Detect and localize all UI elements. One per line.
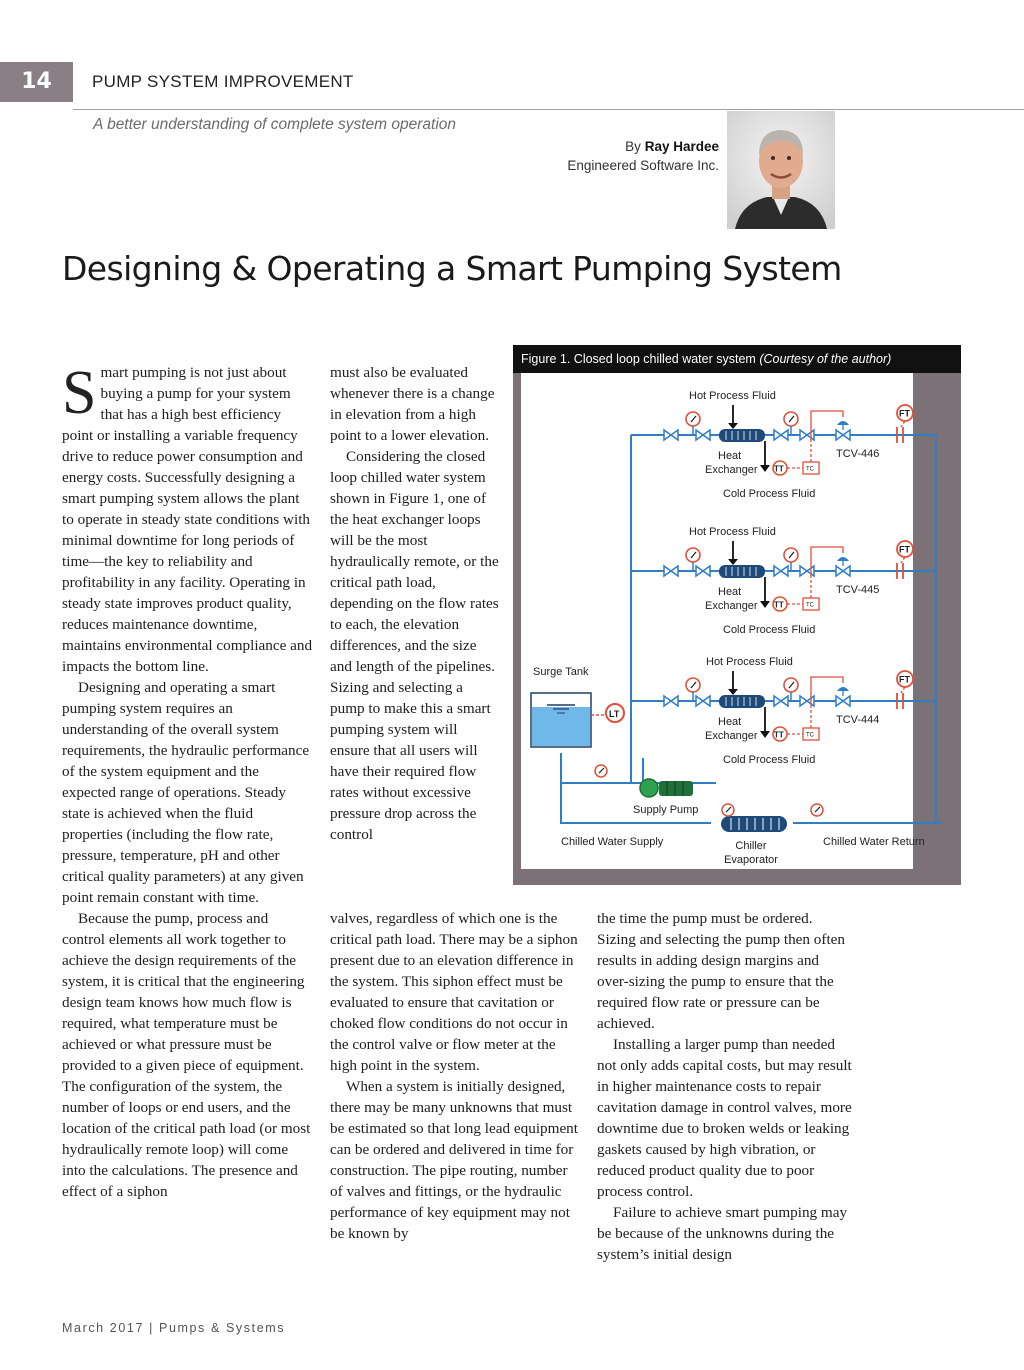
figure-caption xyxy=(513,345,961,373)
arrow-head xyxy=(728,689,738,695)
hot-process-fluid-label: Hot Process Fluid xyxy=(689,526,776,538)
arrow-head xyxy=(760,601,770,608)
control-valve xyxy=(836,566,850,576)
chiller-label: Chiller xyxy=(735,840,767,852)
paragraph: When a system is initially designed, there may be many unknowns that must be estimated so that long lead equipment can be ordered and delivered in time for construction. The pipe routing, number of valves and fittings, or the hydraulic performance of key equipment may not be known by xyxy=(330,1078,578,1242)
arrow-head xyxy=(728,423,738,429)
isolation-valve xyxy=(774,430,788,440)
author-photo xyxy=(727,111,835,229)
cold-process-fluid-label: Cold Process Fluid xyxy=(723,624,816,636)
hot-process-fluid-label: Hot Process Fluid xyxy=(689,390,776,402)
isolation-valve xyxy=(774,566,788,576)
figure-caption-main: Figure 1. Closed loop chilled water system xyxy=(521,352,756,366)
byline-prefix: By xyxy=(625,139,641,154)
paragraph: valves, regardless of which one is the critical path load. There may be a siphon present due to an elevation difference in the system. This siphon effect must be evaluated to ensure that cavitation or choked flow conditions do not occur in the control valve or flow meter at the high point in the system. xyxy=(330,910,578,1074)
control-valve xyxy=(836,696,850,706)
body-column-2-bottom xyxy=(330,908,582,1244)
article-deck: A better understanding of complete system operation xyxy=(93,116,457,133)
paragraph: the time the pump must be ordered. Sizing and selecting the pump then often results in adding design margins and over-sizing the pump to ensure that the required flow rate or pressure can be achieved. xyxy=(597,910,846,1032)
surge-tank-label: Surge Tank xyxy=(533,666,589,678)
heat-label: Heat xyxy=(718,450,742,462)
paragraph: Installing a larger pump than needed not only adds capital costs, but may result in higher maintenance costs to repair cavitation damage in control valves, more downtime due to broken welds or leaking gaskets caused by high vibration, or reduced product quality due to poor process control. xyxy=(597,1036,852,1200)
page-number: 14 xyxy=(0,62,73,102)
paragraph: Failure to achieve smart pumping may be because of the unknowns during the system’s initial design xyxy=(597,1204,848,1263)
paragraph: Designing and operating a smart pumping system requires an understanding of the overall system requirements, the hydraulic performance of the system equipment and the expected range of operations. Steady state is achieved when the fluid properties (including the flow rate, pressure, temperature, pH and other critical quality parameters) at any given point remain constant with time. xyxy=(62,679,310,906)
lt-label: LT xyxy=(609,709,620,719)
isolation-valve xyxy=(664,696,678,706)
tcv-label: TCV-444 xyxy=(836,714,880,726)
tc-label: TC xyxy=(806,602,814,609)
chiller-evaporator xyxy=(721,816,787,866)
byline xyxy=(567,137,719,175)
arrow-head xyxy=(760,465,770,472)
heat-exchanger-loops xyxy=(631,390,936,766)
isolation-valve xyxy=(664,566,678,576)
tt-label: TT xyxy=(774,464,784,474)
heat-exchanger-loop xyxy=(631,656,936,766)
ft-label: FT xyxy=(899,674,910,685)
heat-label: Heat xyxy=(718,716,742,728)
header-rule xyxy=(73,109,1024,110)
cold-process-fluid-label: Cold Process Fluid xyxy=(723,754,816,766)
figure-caption-credit: (Courtesy of the author) xyxy=(759,352,892,366)
author-name: Ray Hardee xyxy=(644,139,719,154)
section-title: PUMP SYSTEM IMPROVEMENT xyxy=(92,72,354,91)
article-headline: Designing & Operating a Smart Pumping System xyxy=(62,249,842,288)
isolation-valve xyxy=(696,430,710,440)
drop-cap: S xyxy=(62,359,97,427)
valve-actuator xyxy=(837,421,849,425)
tc-label: TC xyxy=(806,732,814,739)
heat-exchanger-loop xyxy=(631,390,936,500)
isolation-valve xyxy=(800,696,814,706)
isolation-valve xyxy=(800,566,814,576)
author-company: Engineered Software Inc. xyxy=(567,158,719,173)
valve-actuator xyxy=(837,557,849,561)
isolation-valve xyxy=(800,430,814,440)
level-transmitter xyxy=(591,704,624,722)
arrow-head xyxy=(760,731,770,738)
pressure-gauge xyxy=(811,804,823,816)
paragraph: Because the pump, process and control elements all work together to achieve the design requirements of the system, it is critical that the engineering design team knows how much flow is required, what temperature must be achieved or what pressure must be provided to a given piece of equipment. The configuration of the system, the number of loops or end users, and the location of the critical path load (or most hydraulically remote loop) will come into the calculations. The presence and effect of a siphon xyxy=(62,910,311,1200)
supply-pump xyxy=(633,779,698,816)
supply-header-pipe xyxy=(631,435,716,783)
tt-label: TT xyxy=(774,600,784,610)
arrow-head xyxy=(728,559,738,565)
paragraph: mart pumping is not just about buying a pump for your system that has a high best efficiency point or installing a variable frequency drive to reduce power consumption and energy costs. Successfully designing a smart pumping system allows the plant to operate in steady state conditions with minimal downtime for long periods of time—the key to reliability and profitability in any facility. Operating in steady state improves product quality, reduces maintenance downtime, maintains environmental compliance and impacts the bottom line. xyxy=(62,364,313,675)
chilled-water-diagram xyxy=(521,373,925,869)
isolation-valve xyxy=(774,696,788,706)
heat-label: Heat xyxy=(718,586,742,598)
isolation-valve xyxy=(696,566,710,576)
ft-label: FT xyxy=(899,544,910,555)
isolation-valve xyxy=(664,430,678,440)
tc-label: TC xyxy=(806,466,814,473)
pump-motor xyxy=(659,781,693,796)
tt-label: TT xyxy=(774,730,784,740)
chilled-water-return-label: Chilled Water Return xyxy=(823,836,925,848)
exchanger-label: Exchanger xyxy=(705,730,758,742)
body-column-1 xyxy=(62,359,314,1202)
exchanger-label: Exchanger xyxy=(705,464,758,476)
pressure-gauge xyxy=(722,804,734,816)
body-column-3 xyxy=(597,908,853,1265)
supply-pump-label: Supply Pump xyxy=(633,804,699,816)
heat-exchanger-loop xyxy=(631,526,936,636)
isolation-valve xyxy=(696,696,710,706)
exchanger-label: Exchanger xyxy=(705,600,758,612)
pressure-gauge xyxy=(595,765,607,777)
hot-process-fluid-label: Hot Process Fluid xyxy=(706,656,793,668)
page-footer: March 2017 | Pumps & Systems xyxy=(62,1321,286,1335)
body-column-2-top xyxy=(330,362,500,845)
tcv-label: TCV-445 xyxy=(836,584,880,596)
chilled-water-supply-label: Chilled Water Supply xyxy=(561,836,664,848)
surge-tank xyxy=(531,666,591,747)
figure-panel xyxy=(521,373,925,869)
paragraph: Considering the closed loop chilled water system shown in Figure 1, one of the heat exchanger loops will be the most hydraulically remote, or the critical path load, depending on the flow rates to each, the elevation differences, and the size and length of the pipelines. Sizing and selecting a pump to make this a smart pumping system will ensure that all users will have their required flow rates without excessive pressure drop across the control xyxy=(330,448,499,843)
control-valve xyxy=(836,430,850,440)
figure-1 xyxy=(513,345,961,885)
valve-actuator xyxy=(837,687,849,691)
cold-process-fluid-label: Cold Process Fluid xyxy=(723,488,816,500)
evaporator-label: Evaporator xyxy=(724,854,778,866)
pump-casing xyxy=(640,779,658,797)
ft-label: FT xyxy=(899,408,910,419)
paragraph: must also be evaluated whenever there is a change in elevation from a high point to a lower elevation. xyxy=(330,364,495,444)
tcv-label: TCV-446 xyxy=(836,448,880,460)
